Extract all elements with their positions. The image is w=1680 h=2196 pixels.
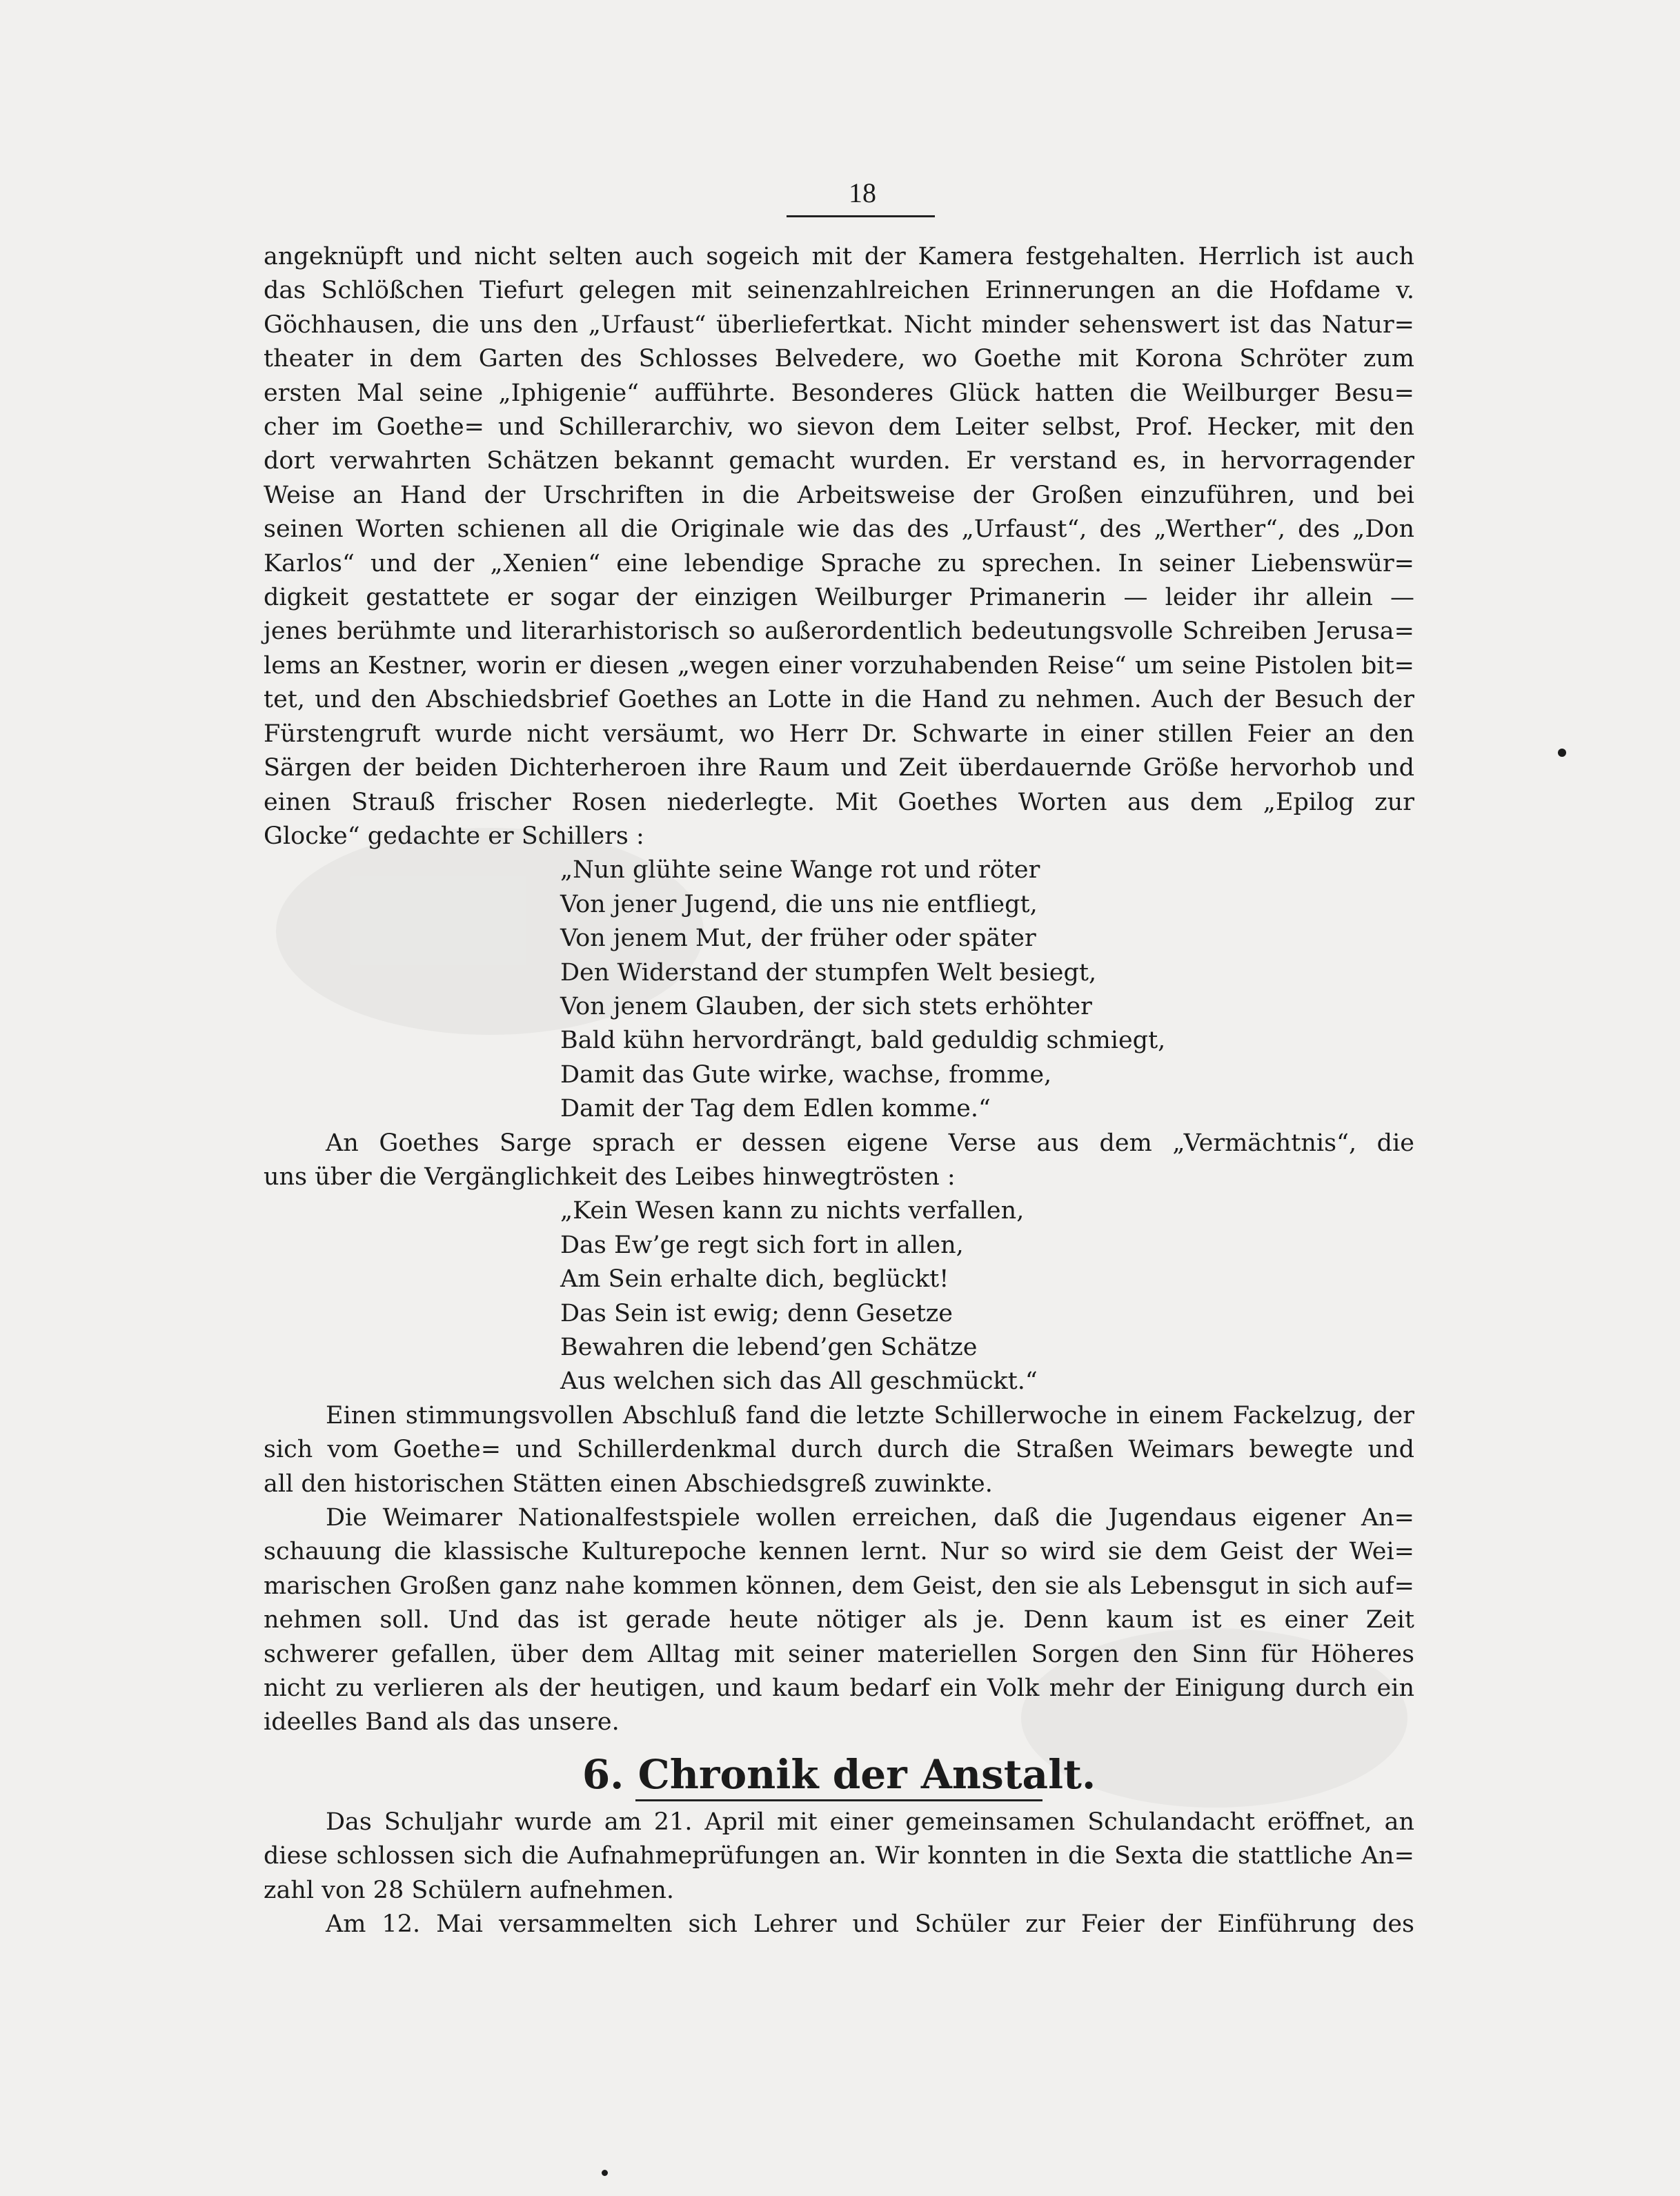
text-line: diese schlossen sich die Aufnahmeprüfungen an. Wir konnten in die Sexta die stattliche An= xyxy=(264,1842,1414,1870)
page-number-rule xyxy=(787,215,935,217)
text-line: nicht zu verlieren als der heutigen, und kaum bedarf ein Volk mehr der Einigung durch ein xyxy=(264,1674,1414,1703)
text-line: uns über die Vergänglichkeit des Leibes hinwegtrösten : xyxy=(264,1163,956,1191)
text-line: all den historischen Stätten einen Abschiedsgreß zuwinkte. xyxy=(264,1470,993,1498)
poem-line: Bald kühn hervordrängt, bald geduldig schmiegt, xyxy=(560,1027,1166,1055)
poem-line: Am Sein erhalte dich, beglückt! xyxy=(560,1265,949,1294)
poem-epilog-zur-glocke xyxy=(264,853,1414,1126)
text-line: theater in dem Garten des Schlosses Belvedere, wo Goethe mit Korona Schröter zum xyxy=(264,345,1414,373)
text-line: angeknüpft und nicht selten auch sogeich mit der Kamera festgehalten. Herrlich ist auch xyxy=(264,243,1414,270)
section-heading-underline xyxy=(635,1799,1042,1801)
poem-line: Aus welchen sich das All geschmückt.“ xyxy=(560,1367,1038,1396)
poem-line: Damit das Gute wirke, wachse, fromme, xyxy=(560,1060,1052,1089)
text-line: digkeit gestattete er sogar der einzigen Weilburger Primanerin — leider ihr allein — xyxy=(264,584,1414,612)
text-line: Am 12. Mai versammelten sich Lehrer und Schüler zur Feier der Einführung des xyxy=(326,1910,1414,1939)
poem-line: Den Widerstand der stumpfen Welt besiegt, xyxy=(560,958,1097,987)
paragraph-schuljahr xyxy=(264,1806,1414,1908)
text-line: seinen Worten schienen all die Originale wie das des „Urfaust“, des „Werther“, des „Don xyxy=(264,515,1414,544)
text-line: sich vom Goethe= und Schillerdenkmal durch durch die Straßen Weimars bewegte und xyxy=(264,1436,1414,1464)
text-line: schwerer gefallen, über dem Alltag mit seiner materiellen Sorgen den Sinn für Höheres xyxy=(264,1640,1414,1668)
section-heading xyxy=(264,1740,1414,1801)
poem-line: „Kein Wesen kann zu nichts verfallen, xyxy=(560,1197,1025,1225)
text-line: schauung die klassische Kulturepoche kennen lernt. Nur so wird sie dem Geist der Wei= xyxy=(264,1538,1414,1566)
poem-line: „Nun glühte seine Wange rot und röter xyxy=(560,856,1040,884)
text-line: lems an Kestner, worin er diesen „wegen einer vorzuhabenden Reise“ um seine Pistolen bit= xyxy=(264,651,1414,680)
text-line: jenes berühmte und literarhistorisch so außerordentlich bedeutungsvolle Schreiben Jerusa= xyxy=(264,617,1414,646)
text-line: Göchhausen, die uns den „Urfaust“ überliefertkat. Nicht minder sehenswert ist das Natur= xyxy=(264,310,1414,339)
poem-line: Von jenem Mut, der früher oder später xyxy=(560,924,1036,953)
poem-line: Das Ew’ge regt sich fort in allen, xyxy=(560,1231,964,1259)
text-line: Weise an Hand der Urschriften in die Arbeitsweise der Großen einzuführen, und bei xyxy=(264,481,1414,509)
text-line: einen Strauß frischer Rosen niederlegte. Mit Goethes Worten aus dem „Epilog zur xyxy=(264,788,1414,816)
text-line: Einen stimmungsvollen Abschluß fand die letzte Schillerwoche in einem Fackelzug, der xyxy=(326,1401,1414,1430)
text-line: zahl von 28 Schülern aufnehmen. xyxy=(264,1876,675,1904)
text-line: ideelles Band als das unsere. xyxy=(264,1708,620,1737)
paragraph-fackelzug xyxy=(264,1399,1414,1501)
paragraph-einfuehrung xyxy=(264,1908,1414,1941)
text-line: tet, und den Abschiedsbrief Goethes an Lotte in die Hand zu nehmen. Auch der Besuch der xyxy=(264,686,1414,714)
poem-vermaechtnis xyxy=(264,1194,1414,1398)
text-line: marischen Großen ganz nahe kommen können, dem Geist, den sie als Lebensgut in sich auf= xyxy=(264,1572,1414,1600)
text-line: Die Weimarer Nationalfestspiele wollen erreichen, daß die Jugendaus eigener An= xyxy=(326,1504,1414,1532)
paragraph-goethe-sarg xyxy=(264,1127,1414,1195)
poem-line: Das Sein ist ewig; denn Gesetze xyxy=(560,1299,953,1327)
ink-speck xyxy=(602,2170,608,2176)
page-body xyxy=(264,240,1414,1942)
text-line: Karlos“ und der „Xenien“ eine lebendige Sprache zu sprechen. In seiner Liebenswür= xyxy=(264,549,1414,577)
poem-line: Von jener Jugend, die uns nie entfliegt, xyxy=(560,890,1038,918)
text-line: Fürstengruft wurde nicht versäumt, wo Herr Dr. Schwarte in einer stillen Feier an den xyxy=(264,720,1414,748)
text-line: cher im Goethe= und Schillerarchiv, wo sievon dem Leiter selbst, Prof. Hecker, mit den xyxy=(264,413,1414,442)
paragraph-goethe-visit xyxy=(264,240,1414,853)
text-line: Das Schuljahr wurde am 21. April mit einer gemeinsamen Schulandacht eröffnet, an xyxy=(326,1808,1414,1836)
text-line: An Goethes Sarge sprach er dessen eigene Verse aus dem „Vermächtnis“, die xyxy=(326,1129,1414,1157)
text-line: Glocke“ gedachte er Schillers : xyxy=(264,822,644,850)
page-number: 18 xyxy=(849,177,876,208)
section-heading-text: 6. Chronik der Anstalt. xyxy=(582,1750,1096,1798)
poem-line: Bewahren die lebend’gen Schätze xyxy=(560,1334,978,1361)
poem-line: Damit der Tag dem Edlen komme.“ xyxy=(560,1095,991,1123)
text-line: Särgen der beiden Dichterheroen ihre Raum und Zeit überdauernde Größe hervorhob und xyxy=(264,754,1414,782)
poem-line: Von jenem Glauben, der sich stets erhöhter xyxy=(560,992,1092,1020)
text-line: dort verwahrten Schätzen bekannt gemacht wurden. Er verstand es, in hervorragender xyxy=(264,447,1414,475)
paragraph-nationalfestspiele xyxy=(264,1501,1414,1740)
text-line: ersten Mal seine „Iphigenie“ aufführte. Besonderes Glück hatten die Weilburger Besu= xyxy=(264,379,1414,407)
text-line: das Schlößchen Tiefurt gelegen mit seinenzahlreichen Erinnerungen an die Hofdame v. xyxy=(264,277,1414,305)
ink-speck xyxy=(1558,749,1566,757)
text-line: nehmen soll. Und das ist gerade heute nötiger als je. Denn kaum ist es einer Zeit xyxy=(264,1606,1414,1634)
